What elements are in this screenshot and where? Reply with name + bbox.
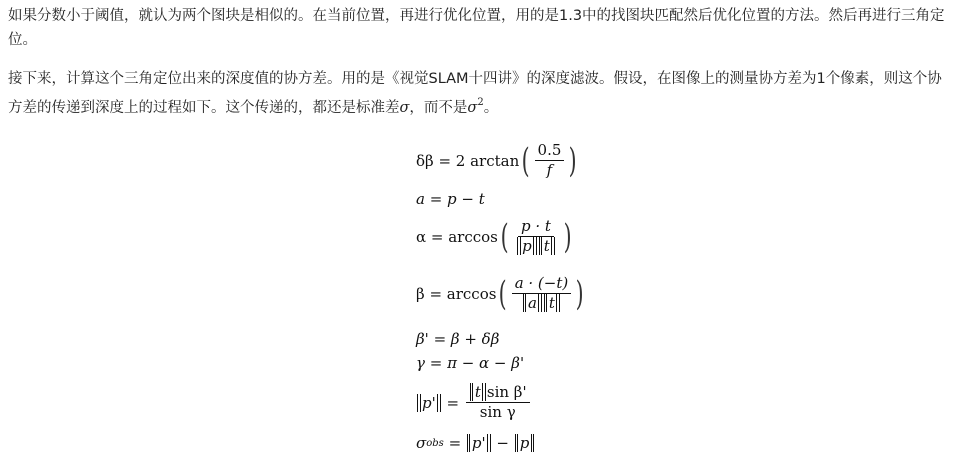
equation-1-lhs: δβ = 2 arctan — [416, 151, 520, 170]
equation-p-prime-norm: p' = $\frac{\text{t sin β'}}{\text{sin γ}}$ — [416, 384, 532, 421]
equation-1-numerator: 0.5 — [535, 142, 565, 161]
equation-7-denominator: sin γ — [479, 403, 516, 421]
equation-sigma-obs: σ obs = p' − p — [416, 434, 535, 452]
equation-delta-beta — [416, 142, 580, 179]
left-paren: ( — [521, 140, 530, 181]
equation-alpha — [416, 218, 574, 255]
equation-3-fraction — [513, 218, 559, 255]
equation-5-text: β' = β + δβ — [416, 330, 500, 348]
equation-2-text: a = p − t — [416, 190, 485, 208]
paragraph-1 — [8, 4, 952, 52]
right-paren: ) — [563, 216, 572, 257]
equation-beta — [416, 275, 587, 312]
equation-6-text: γ = π − α − β' — [416, 354, 525, 372]
equation-gamma — [416, 354, 524, 372]
equation-3-numerator: p · t — [521, 217, 551, 235]
sigma-squared-symbol: $\sigma^2$ — [467, 97, 484, 116]
equation-3-lhs: α = arccos — [416, 227, 498, 246]
equation-7-fraction — [466, 384, 530, 421]
equation-1-denominator: f — [546, 161, 553, 179]
equation-8-norm-p-prime: p' — [467, 434, 491, 452]
paragraph-2-end: 。 — [483, 100, 499, 116]
equation-4-denominator: a t — [519, 294, 564, 312]
paragraph-2-text-b: ，而不是 — [409, 100, 468, 116]
right-paren: ) — [569, 140, 578, 181]
equation-1-fraction — [535, 142, 565, 179]
equation-3-denominator: p t — [513, 237, 559, 255]
equation-4-lhs: β = arccos — [416, 284, 497, 303]
right-paren: ) — [575, 273, 584, 314]
equation-7-lhs: p' — [417, 394, 441, 412]
equation-8-sigma: σ — [416, 434, 427, 452]
left-paren: ( — [500, 216, 509, 257]
equation-7-numerator: t sin β' — [466, 384, 530, 403]
left-paren: ( — [499, 273, 508, 314]
paragraph-2-text-a: 接下来，计算这个三角定位出来的深度值的协方差。用的是《视觉SLAM十四讲》的深度滤波。假设，在图像上的测量协方差为1个像素，则这个协方差的传递到深度上的过程如下。这个传递的，都还是标准差 — [8, 71, 942, 116]
equation-a — [416, 190, 485, 208]
equation-8-subscript: obs — [426, 437, 444, 449]
sigma-symbol: σ — [399, 100, 410, 116]
equation-4-fraction — [512, 275, 572, 312]
paragraph-2 — [8, 67, 952, 120]
equation-beta-prime — [416, 330, 499, 348]
paragraph-1-text: 如果分数小于阈值，就认为两个图块是相似的。在当前位置，再进行优化位置，用的是1.3中的找图块匹配然后优化位置的方法。然后再进行三角定位。 — [8, 8, 945, 48]
equation-8-norm-p: p — [515, 434, 535, 452]
equation-4-numerator: a · (−t) — [514, 274, 569, 292]
